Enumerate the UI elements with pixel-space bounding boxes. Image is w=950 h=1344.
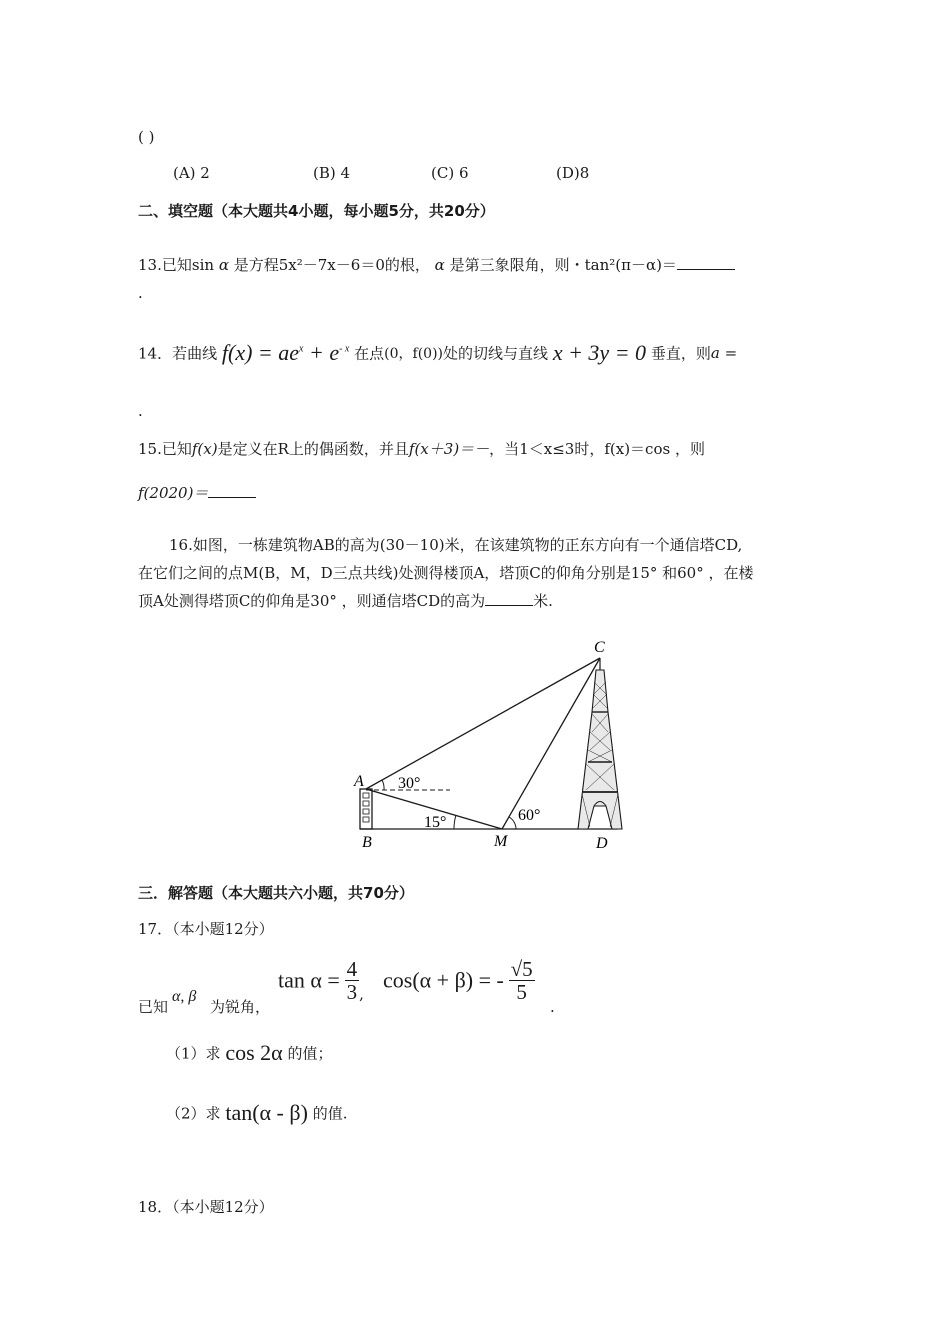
- q17-part-2: [166, 1100, 347, 1126]
- question-15: [138, 438, 705, 459]
- q15-f2020: f(2020)＝: [138, 484, 209, 502]
- q13-equation: 5x²－7x－6＝0: [278, 256, 385, 274]
- q17-tan: tan α =: [278, 967, 340, 993]
- q17-fraction-4-3: [345, 958, 360, 1003]
- q12-bracket: ( ): [138, 128, 155, 146]
- angle-label-60: 60°: [518, 807, 541, 824]
- q17-given-label: [138, 996, 168, 1017]
- q14-func-plus: + e: [308, 340, 340, 365]
- q16-line-3-unit: 米.: [533, 592, 553, 610]
- q17-comma: ,: [359, 985, 364, 1004]
- q14-exp-1: x: [299, 343, 304, 355]
- label-D: D: [596, 835, 608, 852]
- q16-line-3: [138, 590, 553, 611]
- q17-part-1: [166, 1040, 332, 1066]
- q17-alpha-beta: α, β: [172, 988, 197, 1005]
- q15-text-5: 时，: [574, 440, 605, 458]
- tower-building-figure: [350, 632, 640, 854]
- q14-tail: .: [138, 402, 143, 420]
- q17-part-1-label: （1）求: [166, 1044, 221, 1063]
- q17-cos: cos(α + β) = -: [383, 967, 504, 993]
- label-M: M: [494, 833, 508, 850]
- q17-part-1-text: 的值；: [287, 1044, 333, 1063]
- q17-text-2: 为锐角，: [210, 998, 271, 1016]
- q13-tan: tan²(π－α)＝: [584, 256, 677, 274]
- q14-function: [222, 340, 350, 365]
- q13-text-2: 是方程: [233, 256, 279, 274]
- q15-fx: f(x): [191, 440, 218, 458]
- q13-answer-blank: [677, 255, 735, 270]
- q17-period: .: [550, 998, 555, 1016]
- q16-line-3-text: 顶A处测得塔顶C的仰角是30° ，则通信塔CD的高为: [138, 592, 486, 610]
- q17-text-1: 已知: [138, 998, 169, 1016]
- q13-text-3: 的根，: [384, 256, 430, 274]
- angle-arc-60: [509, 817, 516, 829]
- q13-alpha-2: α: [434, 256, 445, 274]
- q13-sin: sin: [191, 256, 215, 274]
- q15-text-1: 15.已知: [138, 440, 192, 458]
- q17-cos-expression: [383, 958, 535, 1018]
- q13-text: .已知: [157, 256, 192, 274]
- angle-arc-30: [382, 780, 384, 790]
- q13-alpha: α: [218, 256, 229, 274]
- q15-text-6: ，则: [674, 440, 705, 458]
- q17-part-2-math: tan(α - β): [225, 1100, 308, 1125]
- label-C: C: [594, 639, 605, 656]
- q17-part-2-text: 的值.: [312, 1104, 348, 1123]
- q14-equals: =: [724, 344, 738, 362]
- q15-R: R: [277, 440, 289, 458]
- q16-line-1: 16.如图，一栋建筑物AB的高为(30－10)米，在该建筑物的正东方向有一个通信塔CD,: [169, 536, 743, 554]
- q17-part-2-label: （2）求: [166, 1104, 221, 1123]
- q14-text-2: 处的切线与直线: [443, 344, 549, 363]
- q17-heading: 17．（本小题12分）: [138, 920, 274, 938]
- q14-number: 14．若曲线: [138, 344, 218, 363]
- q14-text-3: 垂直，则: [650, 344, 711, 363]
- q16-line-2: 在它们之间的点M(B，M，D三点共线)处测得楼顶A，塔顶C的仰角分别是15° 和60° ，在楼: [138, 564, 754, 582]
- label-A: A: [354, 773, 364, 790]
- q15-fx-cos: f(x)＝cos: [604, 440, 671, 458]
- q15-range: 1＜x≤3: [519, 440, 575, 458]
- q17-part-1-math: cos 2α: [225, 1040, 283, 1065]
- q15-line-2: [138, 482, 256, 503]
- q17-tan-expression: [278, 958, 364, 1018]
- q15-text-3: 上的偶函数，并且: [288, 440, 409, 458]
- question-14: [138, 340, 737, 366]
- q15-text-2: 是定义在: [217, 440, 278, 458]
- q17-den-5: 5: [516, 980, 527, 1005]
- question-13: [138, 254, 735, 275]
- q12-option-b: (B) 4: [313, 164, 351, 182]
- q17-num-sqrt5: √5: [510, 957, 533, 981]
- line-AC: [366, 658, 600, 789]
- section-3-title: 三．解答题（本大题共六小题，共70分）: [138, 884, 414, 902]
- angle-label-15: 15°: [424, 814, 447, 831]
- angle-label-30: 30°: [398, 775, 421, 792]
- q14-line-equation: x + 3y = 0: [552, 340, 647, 365]
- q15-answer-blank: [208, 483, 256, 498]
- q13-number: 13: [138, 256, 158, 274]
- q17-den-3: 3: [346, 980, 358, 1005]
- q18-heading: 18．（本小题12分）: [138, 1198, 274, 1216]
- q14-point: (0，f(0)): [384, 346, 444, 362]
- q14-func-text: f(x) = ae: [221, 340, 300, 365]
- q15-fx3: f(x＋3)＝－: [408, 440, 490, 458]
- q14-var-a: a: [710, 344, 720, 362]
- q17-num-4: 4: [346, 957, 358, 981]
- label-B: B: [362, 834, 372, 851]
- q12-option-d: (D)8: [556, 164, 590, 182]
- q12-option-c: (C) 6: [431, 164, 469, 182]
- q14-exp-2: - x: [339, 343, 350, 355]
- q14-text-1: 在点: [354, 344, 385, 363]
- q13-text-4: 是第三象限角，则・: [449, 256, 585, 274]
- q12-option-a: (A) 2: [173, 164, 210, 182]
- angle-arc-15: [454, 815, 456, 829]
- q13-tail: .: [138, 284, 143, 302]
- q17-fraction-sqrt5-5: [509, 958, 535, 1003]
- q16-answer-blank: [485, 591, 533, 606]
- q15-text-4: ，当: [489, 440, 520, 458]
- section-2-title: 二、填空题（本大题共4小题，每小题5分，共20分）: [138, 202, 495, 220]
